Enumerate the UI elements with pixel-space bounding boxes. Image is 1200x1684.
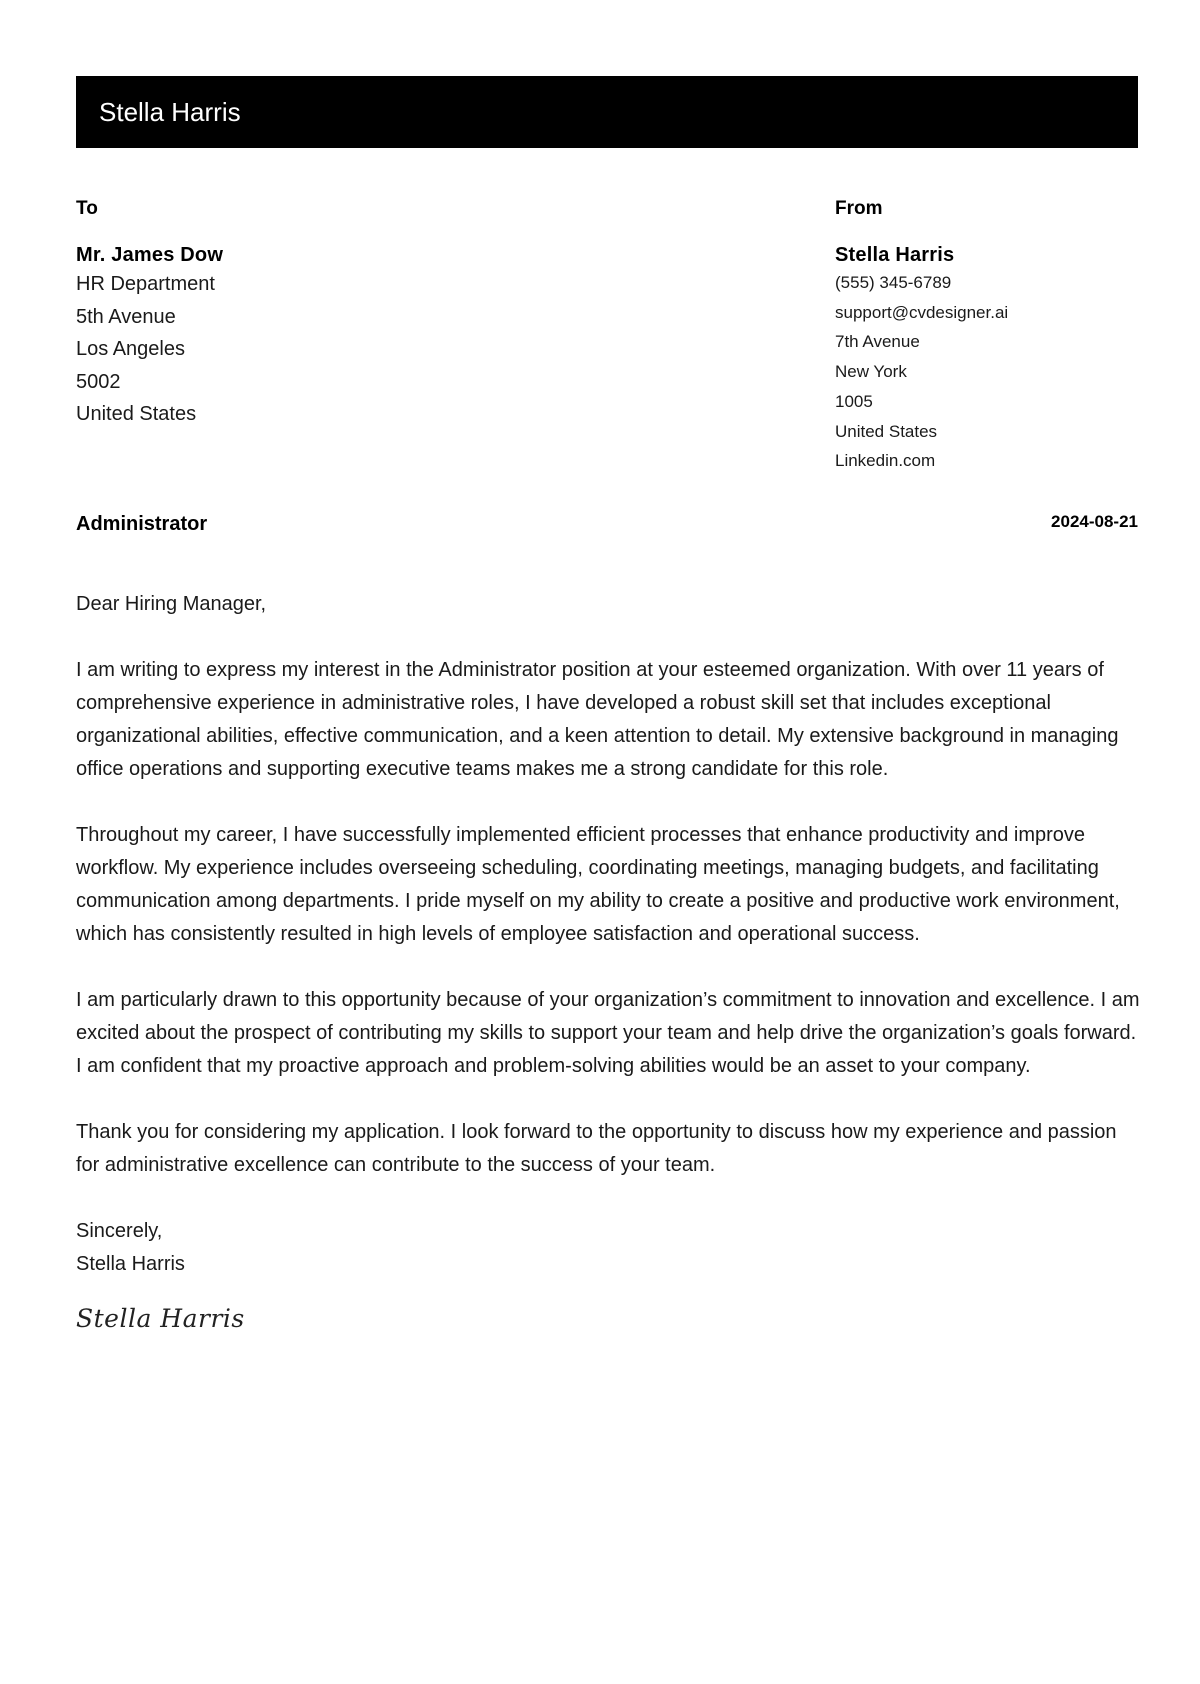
recipient-country: United States <box>76 403 197 425</box>
header-bar <box>76 76 1138 148</box>
header-name: Stella Harris <box>99 97 241 127</box>
sender-postal-code: 1005 <box>835 391 873 411</box>
body-paragraph-2: Throughout my career, I have successfully implemented efficient processes that enhance productivity and improve workflow. My experience includes overseeing scheduling, coordinating meetings, managing budgets, and facilitating communication among departments. I pride myself on my ability to create a positive and productive work environment, which has consistently resulted in high levels of employee satisfaction and operational success. <box>76 824 1120 945</box>
sender-phone: (555) 345-6789 <box>835 273 952 292</box>
closing-name: Stella Harris <box>76 1253 185 1275</box>
recipient-postal-code: 5002 <box>76 370 121 393</box>
body-paragraph-4: Thank you for considering my application. I look forward to the opportunity to discuss how my experience and passion for administrative excellence can contribute to the success of your team. <box>76 1121 1117 1176</box>
sender-street: 7th Avenue <box>835 332 920 352</box>
sender-linkedin: Linkedin.com <box>835 451 936 471</box>
body-paragraph-3: I am particularly drawn to this opportunity because of your organization’s commitment to innovation and excellence. I am excited about the prospect of contributing my skills to support your team and help drive the organization’s goals forward. I am confident that my proactive approach and problem-solving abilities would be an asset to your company. <box>76 989 1140 1077</box>
sender-name: Stella Harris <box>835 244 955 266</box>
sender-email: support@cvdesigner.ai <box>835 302 1009 322</box>
to-heading: To <box>76 198 98 219</box>
letter-body <box>76 588 1142 1335</box>
from-heading: From <box>835 198 883 219</box>
signature: Stella Harris <box>76 1304 245 1333</box>
closing: Sincerely, <box>76 1220 163 1242</box>
recipient-department: HR Department <box>76 273 215 295</box>
sender-block <box>835 196 1135 476</box>
letter-date: 2024-08-21 <box>1051 512 1138 531</box>
recipient-street: 5th Avenue <box>76 305 176 328</box>
sender-city: New York <box>835 362 907 382</box>
job-title: Administrator <box>76 513 208 535</box>
recipient-block <box>76 196 676 431</box>
recipient-name: Mr. James Dow <box>76 244 224 266</box>
body-paragraph-1: I am writing to express my interest in the Administrator position at your esteemed organization. With over 11 years of comprehensive experience in administrative roles, I have developed a robust skill set that includes exceptional organizational abilities, effective communication, and a keen attention to detail. My extensive background in managing office operations and supporting executive teams makes me a strong candidate for this role. <box>76 659 1119 780</box>
greeting: Dear Hiring Manager, <box>76 593 267 615</box>
recipient-city: Los Angeles <box>76 338 185 360</box>
sender-country: United States <box>835 421 938 441</box>
